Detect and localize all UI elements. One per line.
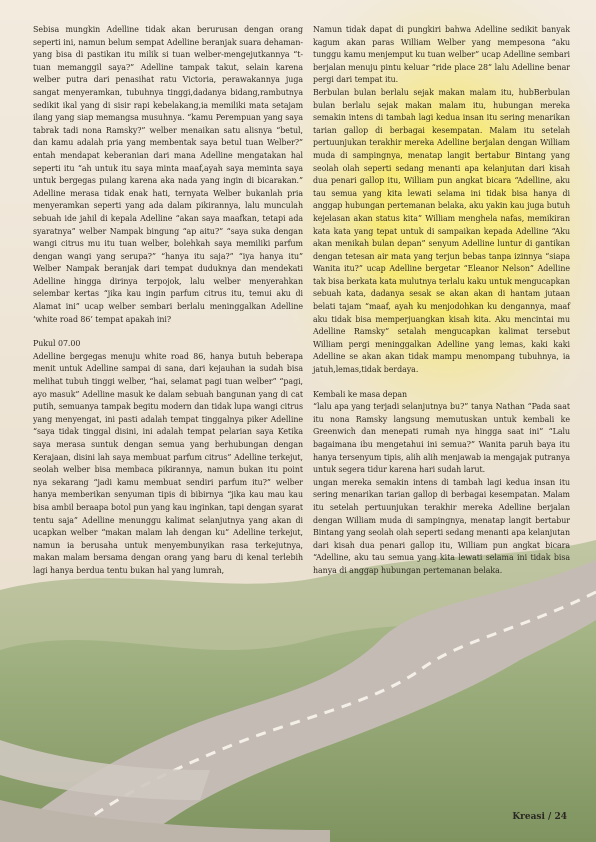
section-time-heading: Pukul 07.00 (33, 339, 81, 349)
left-column (33, 24, 303, 578)
story-paragraph: Adelline bergegas menuju white road 86, hanya butuh beberapa menit untuk Adelline sampai di sana, dari kejauhan ia sudah bisa melihat tubuh tinggi welber, “hai, selamat pagi tuan welber” “pagi, ayo masuk” Adelline masuk ke dalam sebuah bangunan yang di cat putih, semuanya tampak begitu modern dan tidak lupa wangi citrus yang menyengat, ini pasti adalah tempat tinggalnya piker Adelline “saya tidak tinggal disini, ini adalah tempat pelarian saya Ketika saya merasa suntuk dengan semua yang berhubungan dengan Kerajaan, disini lah saya membuat parfum citrus” Adelline terkejut, seolah welber bisa membaca pikirannya, namun bukan itu point nya sekarang “jadi kamu membuat sendiri parfum itu?” welber hanya memberikan senyuman tipis di bibirnya “jika kau mau kau bisa ambil beraapa botol pun yang kau inginkan, tapi dengan syarat tentu saja” Adelline menunggu kalimat selanjutnya yang akan di ucapkan welber “makan malam lah dengan ku” Adelline terkejut, namun ia berusaha untuk menyembunyikan rasa terkejutnya, makan malam bersama dengan orang yang baru di kenal terlebih lagi hanya berdua tentu bukan hal yang lumrah, (33, 351, 303, 575)
page-number-footer: Kreasi / 24 (512, 812, 567, 822)
story-paragraph: Berbulan bulan berlalu sejak makan malam itu, hubBerbulan bulan berlalu sejak makan malam itu, hubungan mereka semakin intens di tambah lagi kedua insan itu sering menarikan tarian gallop di berbagai kesempatan. Malam itu setelah pertuunjukan terakhir mereka Adelline berjalan dengan William muda di sampingnya, menatap langit bertabur Bintang yang seolah olah seperti sedang menanti apa kelanjutan dari kisah dua penari gallop itu, William pun angkat bicara “Adelline, aku tau semua yang kita lewati selama ini tidak bisa hanya di anggap hubungan pertemanan belaka, aku yakin kau juga butuh kejelasan akan status kita” William menghela nafas, memikiran kata kata yang tepat untuk di sampaikan kepada Adelline “Aku akan menikah bulan depan” senyum Adelline luntur di gantikan dengan tetesan air mata yang terjun bebas tanpa izinnya “siapa Wanita itu?” ucap Adelline bergetar “Eleanor Nelson” Adelline tak bisa berkata kata mulutnya terlalu kaku untuk mengucapkan sebuah kata, dadanya sesak se akan akan di hantam jutaan belati tajam “maaf, ayah ku menjodohkan ku dengannya, maaf aku tidak bisa memperjuangkan kisah kita. Aku mencintai mu Adelline Ramsky” setalah mengucapkan kalimat tersebut William pergi meninggalkan Adelline yang lemas, kaki kaki Adelline se akan akan tidak mampu menompang tubuhnya, ia jatuh,lemas,tidak berdaya. (313, 87, 570, 375)
story-paragraph: “lalu apa yang terjadi selanjutnya bu?” tanya Nathan “Pada saat itu nona Ramsky langsung memutuskan untuk kembali ke Greenwich dan menepati rumah nya hingga saat ini” “Lalu bagaimana ibu mengetahui ini semua?” Wanita paruh baya itu hanya tersenyum tipis, alih alih menjawab ia mengajak putranya untuk segera tidur karena hari sudah larut. (313, 402, 570, 475)
right-column (313, 24, 570, 578)
story-paragraph: ungan mereka semakin intens di tambah lagi kedua insan itu sering menarikan tarian gallop di berbagai kesempatan. Malam itu setelah pertuunjukan terakhir mereka Adelline berjalan dengan William muda di sampingnya, menatap langit bertabur Bintang yang seolah olah seperti sedang menanti apa kelanjutan dari kisah dua penari gallop itu, William pun angkat bicara “Adelline, aku tau semua yang kita lewati selama ini tidak bisa hanya di anggap hubungan pertemanan belaka. (313, 477, 570, 575)
section-heading: Kembali ke masa depan (313, 389, 408, 399)
story-paragraph: Sebisa mungkin Adelline tidak akan berurusan dengan orang seperti ini, namun belum sempat Adelline beranjak suara dehaman-yang bisa di pastikan itu milik si tuan welber-mengejutkannya “t-tuan memanggil saya?” Adelline tampak takut, selain karena welber putra dari penasihat ratu Victoria, perawakannya juga sangat menyeramkan, tubuhnya tinggi,dadanya bidang,rambutnya sedikit ikal yang di sisir rapi kebelakang,ia memiliki mata setajam ilang yang siap memangsa musuhnya. “kamu Perempuan yang saya tabrak tadi nona Ramsky?” welber menaikan satu alisnya “betul, dan kamu adalah pria yang membentak saya betul tuan Welber?” entah mendapat keberanian dari mana Adelline mengatakan hal seperti itu “ah untuk itu saya minta maaf,ayah saya meminta saya untuk bergegas pulang karena aka nada yang ingin di bicarakan.” Adelline merasa tidak enak hati, ternyata Welber bukanlah pria menyeramkan seperti yang ada dalam pikirannya, lalu munculah sebuah ide jahil di kepala Adelline “akan saya maafkan, tetapi ada syaratnya” welber Nampak bingung “ap aitu?” “saya suka dengan wangi citrus mu itu tuan welber, bolehkah saya memiliki parfum dengan wangi yang serupa?” “hanya itu saja?” “iya hanya itu” Welber Nampak beranjak dari tempat duduknya dan mendekati Adelline hingga dirinya terpojok, lalu welber menyerahkan selembar kertas “jika kau ingin parfum citrus itu, temui aku di Alamat ini” ucap welber sembari berlalu meninggalkan Adelline ‘white road 86’ tempat apakah ini? (33, 25, 303, 324)
story-paragraph: Namun tidak dapat di pungkiri bahwa Adelline sedikit banyak kagum akan paras William Welber yang mempesona “aku tunggu kamu menjemput ku tuan welber” ucap Adelline sembari berjalan menuju pintu keluar “ride place 28” lalu Adelline benar pergi dari tempat itu. (313, 25, 570, 85)
